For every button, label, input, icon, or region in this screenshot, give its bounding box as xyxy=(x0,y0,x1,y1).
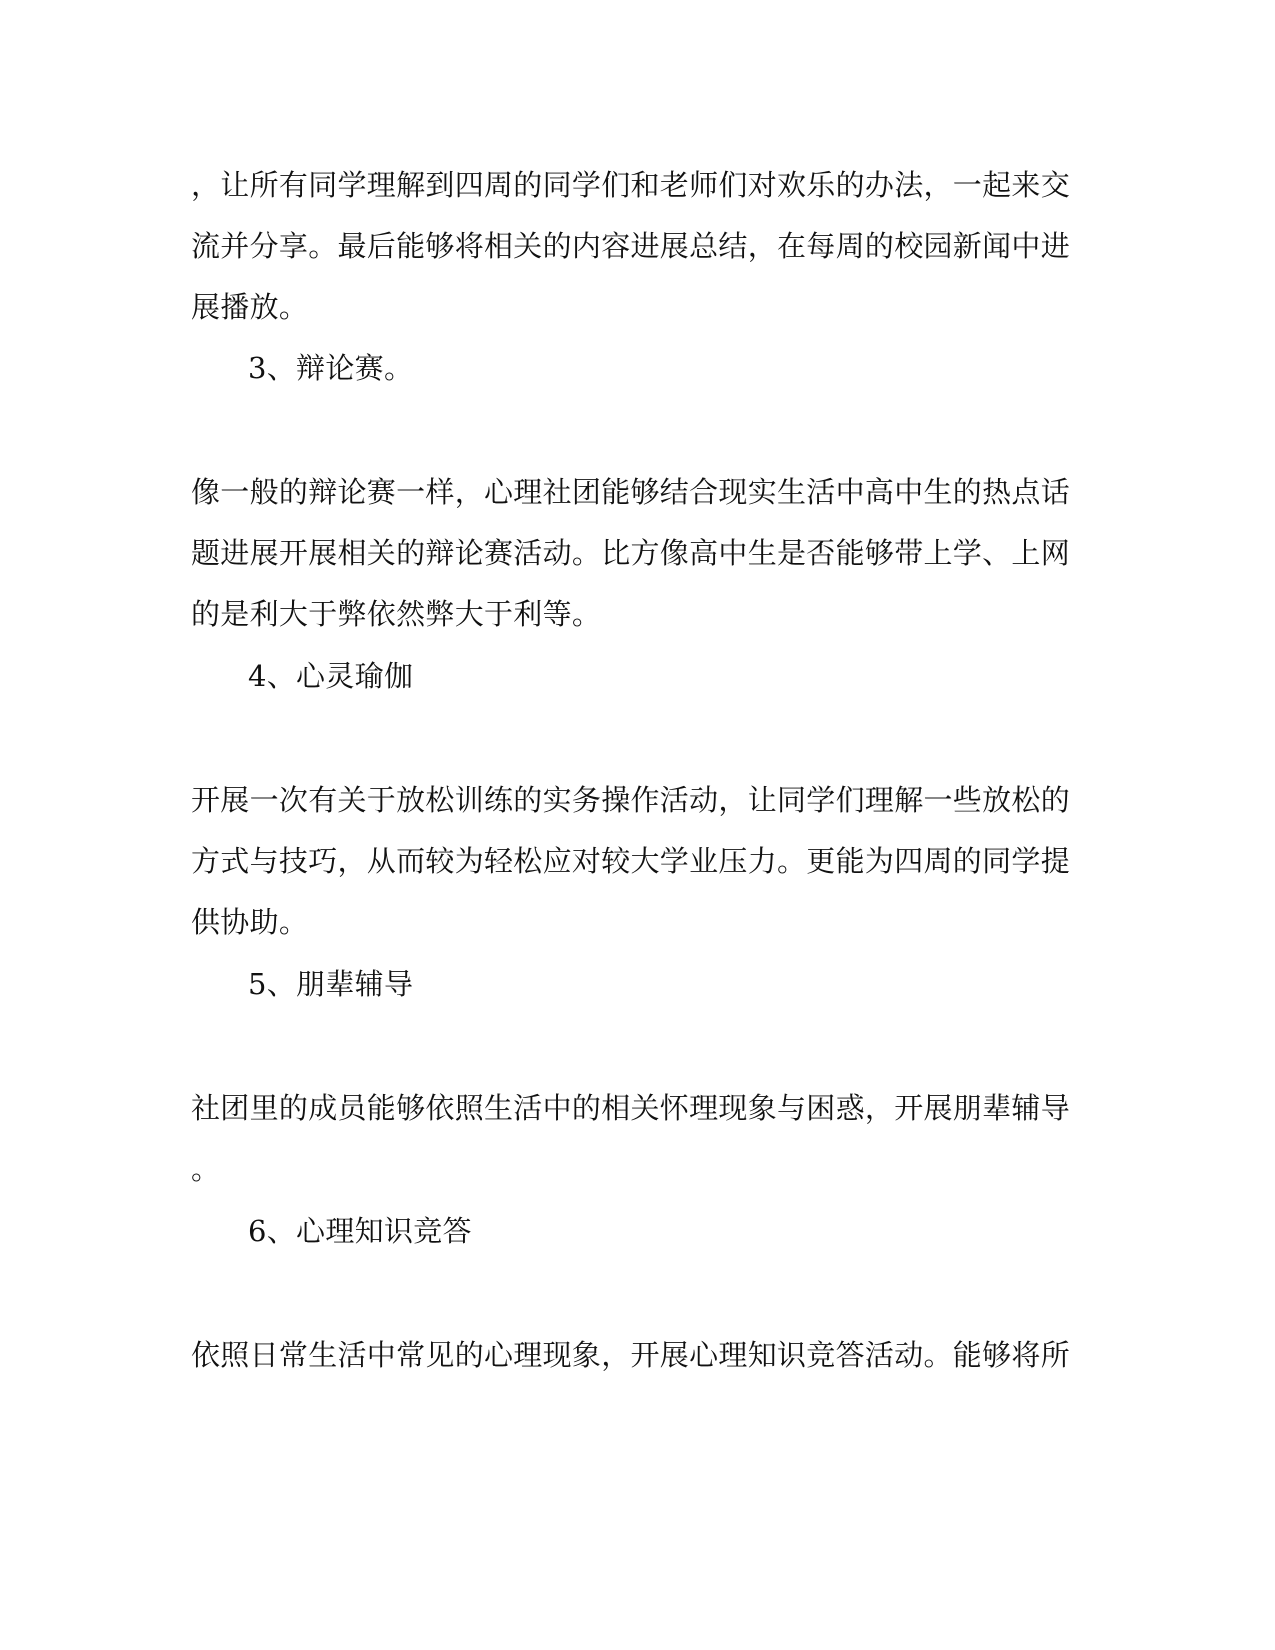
paragraph-3-line-2: 方式与技巧，从而较为轻松应对较大学业压力。更能为四周的同学提 xyxy=(191,844,1071,878)
section-heading-yoga: 4、心灵瑜伽 xyxy=(248,659,414,693)
paragraph-1-line-1: ，让所有同学理解到四周的同学们和老师们对欢乐的办法，一起来交 xyxy=(191,168,1071,202)
paragraph-3-line-1: 开展一次有关于放松训练的实务操作活动，让同学们理解一些放松的 xyxy=(191,783,1071,817)
section-heading-quiz: 6、心理知识竞答 xyxy=(248,1214,472,1248)
paragraph-2-line-1: 像一般的辩论赛一样，心理社团能够结合现实生活中高中生的热点话 xyxy=(191,475,1071,509)
paragraph-5-line-1: 依照日常生活中常见的心理现象，开展心理知识竞答活动。能够将所 xyxy=(191,1338,1071,1372)
paragraph-2-line-3: 的是利大于弊依然弊大于利等。 xyxy=(191,597,602,631)
paragraph-4-line-2: 。 xyxy=(191,1152,221,1186)
section-heading-peer-counseling: 5、朋辈辅导 xyxy=(248,967,414,1001)
paragraph-3-line-3: 供协助。 xyxy=(191,905,309,939)
paragraph-4-line-1: 社团里的成员能够依照生活中的相关怀理现象与困惑，开展朋辈辅导 xyxy=(191,1091,1071,1125)
section-heading-debate: 3、辩论赛。 xyxy=(248,351,414,385)
paragraph-2-line-2: 题进展开展相关的辩论赛活动。比方像高中生是否能够带上学、上网 xyxy=(191,536,1071,570)
paragraph-1-line-3: 展播放。 xyxy=(191,290,309,324)
paragraph-1-line-2: 流并分享。最后能够将相关的内容进展总结，在每周的校园新闻中进 xyxy=(191,229,1071,263)
